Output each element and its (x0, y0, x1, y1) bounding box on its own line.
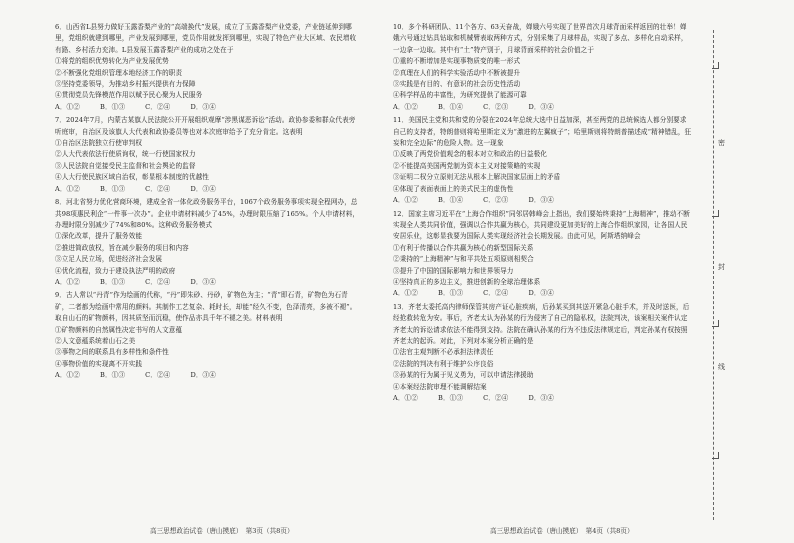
question-stem: 13．齐老太委托高内律师保管其房产证心脏疾病，后孙某买到其送开紧急心脏手术，并及时送医，后经抢救转危为安。事后，齐老太认为孙某的行为侵害了自己的隐私权，法院判决，该案相关案件认定齐老太的诉讼请求依法不能得到支持。法院在确认孙某的行为不违反法律规定后，判定孙某有权按照齐老太的起诉。对此，下列对本案分析正确的是 (393, 302, 690, 345)
answer-choices: A．①② B．①③ C．②④ D．③④ (55, 102, 216, 111)
answer-choices: A．①② B．①③ C．②④ D．③④ (393, 289, 554, 298)
question-option: ③事物之间的联系具有多样性和条件性 (55, 348, 169, 357)
answer-choices: A．①② B．①③ C．②④ D．③④ (393, 394, 554, 402)
question-option: ④科学样品的丰富性，为研究提供了能源可靠 (393, 91, 527, 100)
question-stem: 12．国家主席习近平在“上海合作组织”同邻居韩峰会上指出，我们要始终秉持“上海精神”，推动不断实现全人类共同价值，强调以合作共赢为核心，共同建设更加美好的上海合作组织家园，让各国人民安居乐业，这彰显我要为国际人类实现经济社会长期发展。由此可见，阿斯塔纳峰会 (393, 209, 690, 241)
question (393, 115, 693, 206)
question-stem: 10．多个科研团队、11个各方、63天奋战，婵娥六号实现了世界首次月球背面采样返回的壮举！婵娥六号通过钻具钻取和机械臂表取两种方式，分别采集了月球样品，实现了多点、多样化自动采样，一边拿一边取。其中有“土”特产别于，月球背面采样的社会价值之于 (393, 23, 688, 54)
question-option: ④人大行使民族区域自治权，彰显根本制度的优越性 (55, 173, 209, 182)
right-column (393, 22, 693, 518)
question-stem: 9．古人常以“丹青”作为绘画的代称，“丹”即朱砂、丹砂，矿物色为主；“青”即石青，矿物色为石青矿，二者都为绘画中常用的颜料。其制作工艺复杂、耗时长，却能“经久不变，色泽清亮，多被不褪”。取自山石的矿物颜料，因其质坚而沉稳，使作品亦具千年不褪之美。材料表明 (55, 291, 357, 323)
question-option: ③人民法院自觉接受民主监督和社会舆论的监督 (55, 161, 196, 170)
question (55, 197, 360, 288)
question-option: ④坚持真正的多边主义，推进创新的全球治理体系 (393, 277, 541, 286)
question-option: ①重的不断增加是实现事物质变的唯一形式 (393, 57, 521, 66)
question-option: ①矿物颜料的自然属性决定书写的人文意蕴 (55, 325, 183, 334)
question-option: ④体现了表面表面上的美式民主的虚伪性 (393, 184, 514, 193)
question-option: ①自治区法院独立行使审判权 (55, 139, 143, 148)
question-option: ③孙某的行为属于见义勇为，可以申请法律援助 (393, 371, 534, 380)
binding-tick (712, 452, 719, 459)
question (393, 22, 693, 113)
question-option: ②真理在人们的科学实验活动中不断被提升 (393, 68, 521, 77)
question (55, 22, 360, 113)
binding-label: 密 (718, 139, 725, 147)
question-option: ①深化改革，提升了服务效能 (55, 232, 143, 241)
question-option: ①有利于传播以合作共赢为核心的新型国际关系 (393, 243, 534, 252)
question-option: ③实践是有目的、有意识的社会历史性活动 (393, 80, 521, 89)
answer-choices: A．①② B．①③ C．②④ D．③④ (55, 184, 216, 193)
binding-tick (712, 62, 719, 69)
question-stem: 7．2024年7月，内蒙古某旗人民法院公开开展组织观摩“涉黑谋恶诉讼”活动。政协参委和群众代表旁听庭审，自治区及该旗人大代表和政协委员等也对本次庭审给予了充分肯定。这表明 (55, 116, 356, 136)
question-option: ②人大代表依法行使质询权，统一行使国家权力 (55, 150, 196, 159)
answer-choices: A．①② B．①④ C．②③ D．③④ (393, 102, 554, 111)
binding-line (713, 30, 715, 520)
question-option: ②秉持的“上海精神”与和平共处五项原则相契合 (393, 255, 534, 264)
question-option: ③证明二权分立原则无法从根本上解决国家层面上的矛盾 (393, 173, 561, 182)
question-option: ③立足人民立场，促进经济社会发展 (55, 255, 163, 264)
question-stem: 8．河北省努力优化营商环境，建成全省一体化政务服务平台，1067个政务服务事项实现全程网办，总共98项惠民利企“一件事一次办”。企业申请材料减少了45%，办理时限压缩了165%。个人申请材料，办理时限分别减少了74%和80%。这种政务服务模式 (55, 198, 360, 229)
binding-label: 线 (718, 363, 725, 371)
answer-choices: A．①② B．①④ C．②③ D．③④ (393, 196, 554, 205)
question (55, 115, 360, 195)
question (55, 290, 360, 381)
question (393, 209, 693, 300)
binding-tick (712, 210, 719, 217)
question-option: ②人文意蕴系统着山石之美 (55, 336, 136, 345)
question-option: ①将党的组织优势转化为产业发展优势 (55, 57, 169, 66)
answer-choices: A．①② B．①③ C．②④ D．③④ (55, 371, 216, 380)
question-option: ②不能提高美国两党制为资本主义对接策略的实现 (393, 161, 541, 170)
question-stem: 11．美国民主党和共和党的分裂在2024年总统大选中日益加深，甚至两党的总统候选人都分别要求自己的支持者，特朗普则将哈里斯定义为“激进的左翼疯子”；哈里斯则将特朗普描述成“精神错乱，狂妄和完全边际”的危险人物。这一现象 (393, 116, 692, 148)
question-option: ②法院的判决有利于维护公序良俗 (393, 359, 494, 368)
binding-label: 封 (718, 263, 725, 271)
question-option: ②不断强化党组织管理本地经济工作的职责 (55, 68, 183, 77)
question (393, 302, 693, 405)
question-stem: 6．山西省L县努力做好玉露香梨产业的“高端换代”发展，成立了玉露香梨产业党委，产业链延伸到哪里，党组织就建到哪里，产业发展到哪里，党员作用就发挥到哪里，实现了特色产业大区域、农民增收有路、乡村活力充沛。L县发展玉露香梨产业的成功之处在于 (55, 23, 357, 54)
question-option: ④事物价值的实现离不开实践 (55, 359, 143, 368)
question-option: ①法官主观判断不必承担法律责任 (393, 348, 494, 357)
answer-choices: A．①② B．①③ C．②④ D．③④ (55, 277, 216, 286)
question-option: ④优化流程，致力于建设执法严明的政府 (55, 266, 176, 275)
question-option: ④贯彻党员先锋模范作用以赋予民心聚为人民服务 (55, 91, 203, 100)
question-option: ③提升了中国的国际影响力和世界领导力 (393, 266, 514, 275)
binding-tick (712, 320, 719, 327)
question-option: ④本案经法院审理不能调解结案 (393, 382, 487, 391)
left-column (55, 22, 360, 518)
question-option: ①反映了两党价值观念的根本对立和政治的日益极化 (393, 150, 547, 159)
question-option: ②推进简政放权，旨在减少服务的项目和内容 (55, 243, 189, 252)
footer-right: 高三思想政治试卷（唐山摸底） 第4页（共8页） (490, 527, 634, 535)
question-option: ③坚持党委领导，为推动乡村振兴提供有力保障 (55, 80, 196, 89)
footer-left: 高三思想政治试卷（唐山摸底） 第3页（共8页） (150, 527, 294, 535)
